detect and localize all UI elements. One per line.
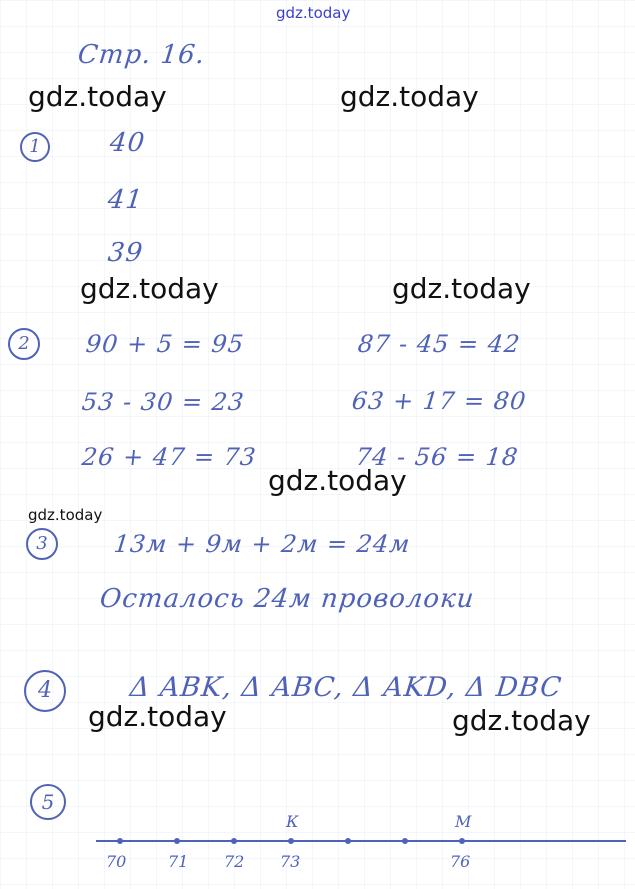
watermark: gdz.today (452, 704, 591, 737)
task2-right-expr: 87 - 45 = 42 (356, 330, 522, 358)
number-line-point (174, 838, 180, 844)
page-heading: Стр. 16. (76, 40, 207, 70)
watermark: gdz.today (392, 272, 531, 305)
task3-equation: 13м + 9м + 2м = 24м (112, 530, 412, 558)
task2-left-expr: 53 - 30 = 23 (80, 388, 246, 416)
task2-left-expr: 90 + 5 = 95 (84, 330, 246, 358)
task-number-1: 1 (20, 132, 50, 162)
number-line-point (288, 838, 294, 844)
task4-triangles: Δ ABK, Δ ABC, Δ AKD, Δ DBC (128, 672, 564, 703)
task1-value: 39 (106, 238, 145, 268)
task2-left-expr: 26 + 47 = 73 (80, 443, 258, 471)
watermark: gdz.today (340, 80, 479, 113)
task2-right-expr: 63 + 17 = 80 (350, 387, 528, 415)
tick-label: 70 (106, 852, 127, 871)
point-label-k: К (286, 812, 299, 831)
task-number-5: 5 (30, 784, 66, 820)
watermark: gdz.today (28, 506, 103, 524)
tick-label: 72 (224, 852, 245, 871)
watermark: gdz.today (80, 272, 219, 305)
task-number-4: 4 (24, 670, 66, 712)
task1-value: 41 (106, 185, 145, 215)
number-line-point (117, 838, 123, 844)
number-line-point (459, 838, 465, 844)
watermark: gdz.today (268, 464, 407, 497)
watermark: gdz.today (28, 80, 167, 113)
number-line-point (231, 838, 237, 844)
point-label-m: М (455, 812, 472, 831)
watermark-top: gdz.today (276, 4, 351, 22)
task-number-2: 2 (8, 328, 40, 360)
tick-label: 71 (168, 852, 189, 871)
number-line-point (345, 838, 351, 844)
task2-right-expr: 74 - 56 = 18 (354, 443, 520, 471)
task-number-3: 3 (26, 528, 58, 560)
tick-label: 76 (450, 852, 471, 871)
watermark: gdz.today (88, 700, 227, 733)
task1-value: 40 (108, 128, 147, 158)
tick-label: 73 (280, 852, 301, 871)
number-line-point (402, 838, 408, 844)
task3-answer: Осталось 24м проволоки (98, 584, 477, 614)
